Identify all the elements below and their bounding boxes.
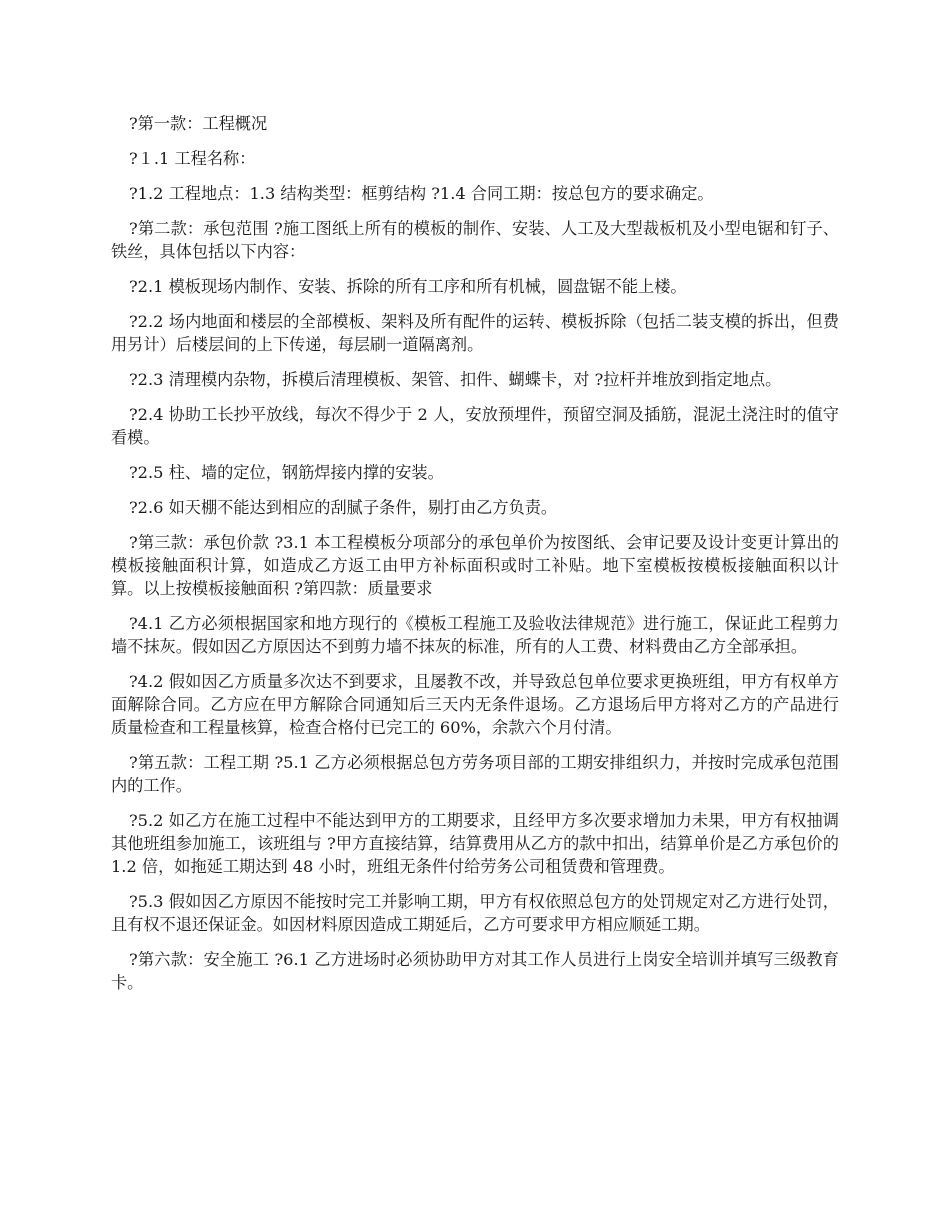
paragraph-project-name: ?１.1 工程名称： — [129, 149, 256, 168]
paragraph-clause-2-3: ?2.3 清理模内杂物，拆模后清理模板、架管、扣件、蝴蝶卡，对 ?拉杆并堆放到指定地点。 — [129, 370, 782, 389]
paragraph-section-2-scope: ?第二款：承包范围 ?施工图纸上所有的模板的制作、安装、人工及大型裁板机及小型电锯和钉子、铁丝，具体包括以下内容： — [111, 219, 839, 261]
paragraph-clause-4-1: ?4.1 乙方必须根据国家和地方现行的《模板工程施工及验收法律规范》进行施工，保证此工程剪力墙不抹灰。假如因乙方原因达不到剪力墙不抹灰的标准，所有的人工费、材料费由乙方全部承担。 — [111, 614, 839, 656]
paragraph-clause-5-3: ?5.3 假如因乙方原因不能按时完工并影响工期，甲方有权依照总包方的处罚规定对乙方进行处罚，且有权不退还保证金。如因材料原因造成工期延后，乙方可要求甲方相应顺延工期。 — [111, 892, 839, 934]
paragraph-section-1-heading: ?第一款：工程概况 — [129, 114, 268, 133]
document-body — [111, 112, 839, 1006]
paragraph-clause-2-1: ?2.1 模板现场内制作、安装、拆除的所有工序和所有机械，圆盘锯不能上楼。 — [129, 277, 687, 296]
paragraph-clause-2-2: ?2.2 场内地面和楼层的全部模板、架料及所有配件的运转、模板拆除（包括二装支模的拆出，但费用另计）后楼层间的上下传递，每层刷一道隔离剂。 — [111, 312, 839, 354]
paragraph-project-location: ?1.2 工程地点：1.3 结构类型：框剪结构 ?1.4 合同工期：按总包方的要求确定。 — [129, 184, 714, 203]
paragraph-section-6-safety: ?第六款：安全施工 ?6.1 乙方进场时必须协助甲方对其工作人员进行上岗安全培训并填写三级教育卡。 — [111, 950, 839, 992]
paragraph-clause-2-5: ?2.5 柱、墙的定位，钢筋焊接内撑的安装。 — [129, 463, 444, 482]
paragraph-section-5-schedule: ?第五款：工程工期 ?5.1 乙方必须根据总包方劳务项目部的工期安排组织力，并按时完成承包范围内的工作。 — [111, 753, 839, 795]
paragraph-clause-4-2: ?4.2 假如因乙方质量多次达不到要求，且屡教不改，并导致总包单位要求更换班组，甲方有权单方面解除合同。乙方应在甲方解除合同通知后三天内无条件退场。乙方退场后甲方将对乙方的产品进行质量检查和工程量核算，检查合格付已完工的 60%，余款六个月付清。 — [111, 672, 839, 737]
paragraph-clause-2-4: ?2.4 协助工长抄平放线，每次不得少于 2 人，安放预埋件，预留空洞及插筋，混泥土浇注时的值守看模。 — [111, 405, 839, 447]
paragraph-clause-5-2: ?5.2 如乙方在施工过程中不能达到甲方的工期要求，且经甲方多次要求增加力未果，甲方有权抽调其他班组参加施工，该班组与 ?甲方直接结算，结算费用从乙方的款中扣出，结算单价是乙方承包价的 1.2 倍，如拖延工期达到 48 小时，班组无条件付给劳务公司租赁费和管理费。 — [111, 811, 839, 876]
paragraph-section-3-price: ?第三款：承包价款 ?3.1 本工程模板分项部分的承包单价为按图纸、会审记要及设计变更计算出的模板接触面积计算，如造成乙方返工由甲方补标面积或时工补贴。地下室模板按模板接触面积以计算。以上按模板接触面积 ?第四款：质量要求 — [111, 533, 839, 598]
paragraph-clause-2-6: ?2.6 如天棚不能达到相应的刮腻子条件，剔打由乙方负责。 — [129, 498, 558, 517]
